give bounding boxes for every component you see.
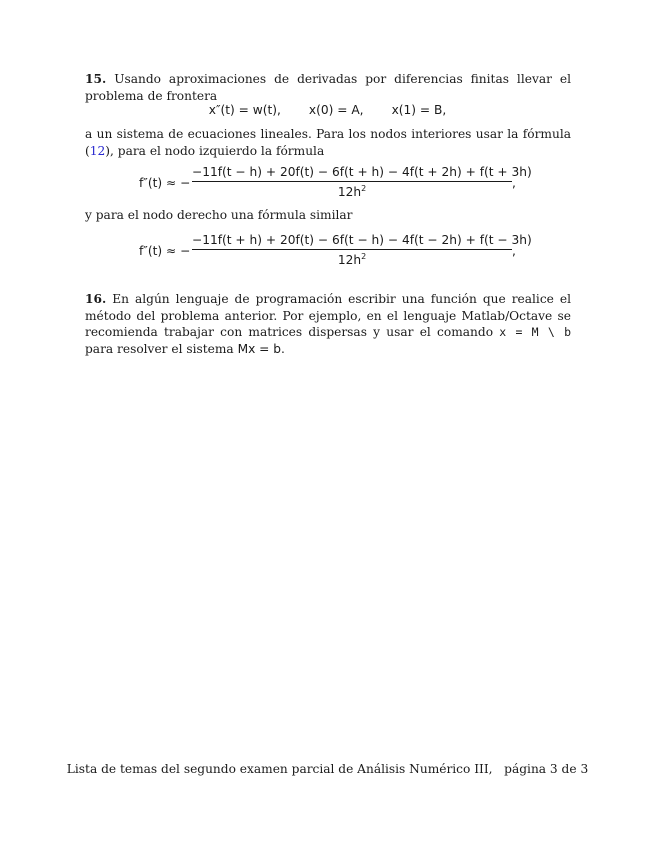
problem-15-intro xyxy=(85,71,571,104)
problem-15-right-intro: y para el nodo derecho una fórmula similar xyxy=(85,208,353,222)
problem-15-intro-text: Usando aproximaciones de derivadas por diferencias finitas llevar el problema de frontera xyxy=(85,72,571,103)
right-formula-numerator: −11f(t + h) + 20f(t) − 6f(t − h) − 4f(t − 2h) + f(t − 3h) xyxy=(192,233,532,247)
formula-reference-link[interactable]: 12 xyxy=(89,143,106,158)
left-formula-lhs: f″(t) ≈ − xyxy=(139,176,191,190)
page-footer xyxy=(0,762,655,776)
right-formula-lhs: f″(t) ≈ − xyxy=(139,244,191,258)
right-boundary-condition: x(1) = B, xyxy=(391,103,447,117)
middle-text-a: a un sistema de ecuaciones lineales. Para los nodos interiores usar la fórmula ( xyxy=(85,127,571,158)
left-formula-fraction xyxy=(192,165,532,200)
problem-15-middle xyxy=(85,126,571,159)
matlab-command: x = M \ b xyxy=(499,325,571,339)
middle-text-b: ), para el nodo izquierdo la fórmula xyxy=(105,143,325,158)
right-formula-fraction xyxy=(192,233,532,268)
left-formula-denominator: $12h^2$ xyxy=(337,184,367,200)
problem-16-number: 16. xyxy=(85,292,107,306)
linear-system: Mx = b xyxy=(237,341,281,356)
problem-16: 16. En algún lenguaje de programación escribir una función que realice el método del problema anterior. Por ejemplo, en el lenguaje Matlab/Octave se recomienda trabajar con matrices dispersas y usar el comando x = M \ b para resolver el sistema Mx = b. xyxy=(85,292,571,356)
left-formula-comma: , xyxy=(512,176,516,190)
footer-text: Lista de temas del segundo examen parcial de Análisis Numérico III, xyxy=(66,762,493,776)
ode-equation: x″(t) = w(t), xyxy=(208,103,281,117)
right-formula-comma: , xyxy=(512,244,516,258)
right-formula-denominator: $12h^2$ xyxy=(337,252,367,268)
page-number: página 3 de 3 xyxy=(504,762,589,776)
problem-15-number: 15. xyxy=(85,72,107,86)
left-formula-numerator: −11f(t − h) + 20f(t) − 6f(t + h) − 4f(t + 2h) + f(t + 3h) xyxy=(192,165,532,179)
left-boundary-condition: x(0) = A, xyxy=(308,103,364,117)
boundary-value-problem-equation xyxy=(0,103,655,117)
